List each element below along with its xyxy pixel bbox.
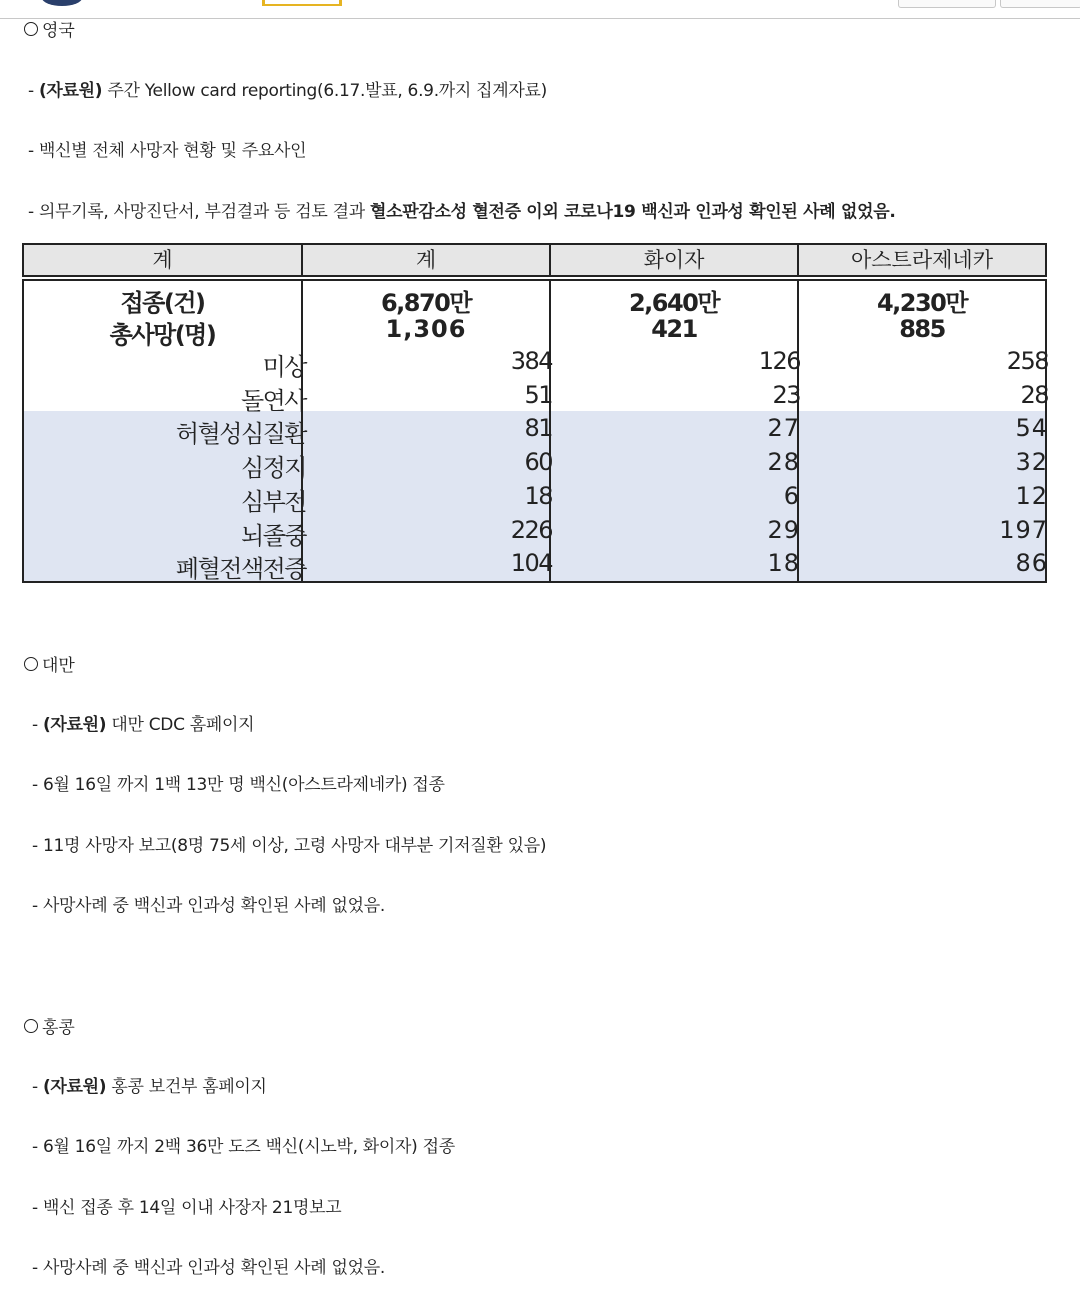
- table-cell: 86: [1015, 549, 1048, 577]
- row-label: 총사망(명): [109, 321, 216, 349]
- table-cell: 18: [524, 482, 552, 510]
- table-cell: 4,230만: [876, 289, 968, 317]
- section-title-taiwan: [24, 651, 75, 676]
- row-label: 심부전: [240, 488, 306, 516]
- taiwan-line-2: - 6월 16일 까지 1백 13만 명 백신(아스트라제네카) 접종: [32, 775, 445, 795]
- source-label: (자료원): [38, 81, 103, 101]
- table-cell: 885: [899, 315, 945, 343]
- table-cell: 1,306: [385, 315, 467, 343]
- uk-source-line: - (자료원) 주간 Yellow card reporting(6.17.발표, 6.9.까지 집계자료): [28, 81, 547, 101]
- table-cell: 126: [758, 347, 800, 375]
- header-cell: 화이자: [551, 245, 799, 275]
- uk-line-3-text: - 의무기록, 사망진단서, 부검결과 등 검토 결과: [28, 202, 370, 222]
- table-cell: 28: [1020, 381, 1048, 409]
- table-cell: 18: [767, 549, 800, 577]
- table-cell: 12: [1015, 482, 1048, 510]
- table-header: [22, 243, 1047, 277]
- hongkong-line-3: - 백신 접종 후 14일 이내 사장자 21명보고: [32, 1198, 342, 1218]
- hongkong-line-4: - 사망사례 중 백신과 인과성 확인된 사례 없었음.: [32, 1258, 385, 1278]
- header-button-2[interactable]: [1000, 0, 1080, 8]
- top-bar: [0, 0, 1080, 19]
- row-label: 미상: [262, 353, 306, 381]
- row-label: 뇌졸중: [240, 522, 306, 550]
- source-text: 대만 CDC 홈페이지: [111, 715, 255, 735]
- table-cell: 29: [767, 516, 800, 544]
- hongkong-line-2: - 6월 16일 까지 2백 36만 도즈 백신(시노박, 화이자) 접종: [32, 1137, 455, 1157]
- table-body: [22, 279, 1047, 583]
- table-cell: 23: [772, 381, 800, 409]
- source-label: (자료원): [42, 1077, 107, 1097]
- source-text: 홍콩 보건부 홈페이지: [111, 1077, 267, 1097]
- row-label: 허혈성심질환: [175, 420, 306, 448]
- table-cell: 384: [510, 347, 552, 375]
- section-title-hongkong: [24, 1013, 75, 1038]
- taiwan-line-3: - 11명 사망자 보고(8명 75세 이상, 고령 사망자 대부분 기저질환 있음): [32, 836, 547, 856]
- header-cell: 아스트라제네카: [850, 248, 993, 272]
- table-cell: 421: [651, 315, 697, 343]
- table-cell: 258: [1006, 347, 1048, 375]
- table-cell: 2,640만: [628, 289, 720, 317]
- table-cell: 51: [524, 381, 552, 409]
- header-button-1[interactable]: [898, 0, 996, 8]
- header-tab[interactable]: [262, 0, 342, 6]
- table-cell: 27: [767, 414, 800, 442]
- table-cell: 81: [524, 414, 552, 442]
- logo-icon: [42, 0, 82, 6]
- table-cell: 32: [1015, 448, 1048, 476]
- table-cell: 28: [767, 448, 800, 476]
- circle-bullet-icon: [24, 657, 38, 671]
- table-cell: 104: [510, 549, 552, 577]
- table-cell: 6: [783, 482, 800, 510]
- taiwan-line-4: - 사망사례 중 백신과 인과성 확인된 사례 없었음.: [32, 896, 385, 916]
- taiwan-source-line: - (자료원) 대만 CDC 홈페이지: [32, 715, 255, 735]
- source-text: 주간 Yellow card reporting(6.17.발표, 6.9.까지 집계자료): [107, 81, 547, 101]
- table-cell: 54: [1015, 414, 1048, 442]
- table-cell: 197: [999, 516, 1048, 544]
- row-label: 접종(건): [120, 289, 205, 317]
- section-title-text: 홍콩: [42, 1018, 75, 1038]
- row-label: 심정지: [240, 454, 306, 482]
- section-title-uk: [24, 16, 75, 41]
- uk-line-3-bold: 혈소판감소성 혈전증 이외 코로나19 백신과 인과성 확인된 사례 없었음.: [369, 202, 896, 222]
- source-label: (자료원): [42, 715, 107, 735]
- section-title-text: 대만: [42, 656, 75, 676]
- table-cell: 6,870만: [380, 289, 472, 317]
- table-cell: 226: [510, 516, 552, 544]
- header-cell: 계: [24, 245, 303, 275]
- hongkong-source-line: - (자료원) 홍콩 보건부 홈페이지: [32, 1077, 267, 1097]
- uk-line-3: [28, 197, 896, 222]
- section-title-text: 영국: [42, 21, 75, 41]
- row-label: 폐혈전색전증: [175, 555, 306, 583]
- row-label: 돌연사: [240, 387, 306, 415]
- table-cell: 60: [524, 448, 552, 476]
- circle-bullet-icon: [24, 1019, 38, 1033]
- circle-bullet-icon: [24, 22, 38, 36]
- header-cell: 계: [303, 245, 551, 275]
- uk-line-2: - 백신별 전체 사망자 현황 및 주요사인: [28, 141, 307, 161]
